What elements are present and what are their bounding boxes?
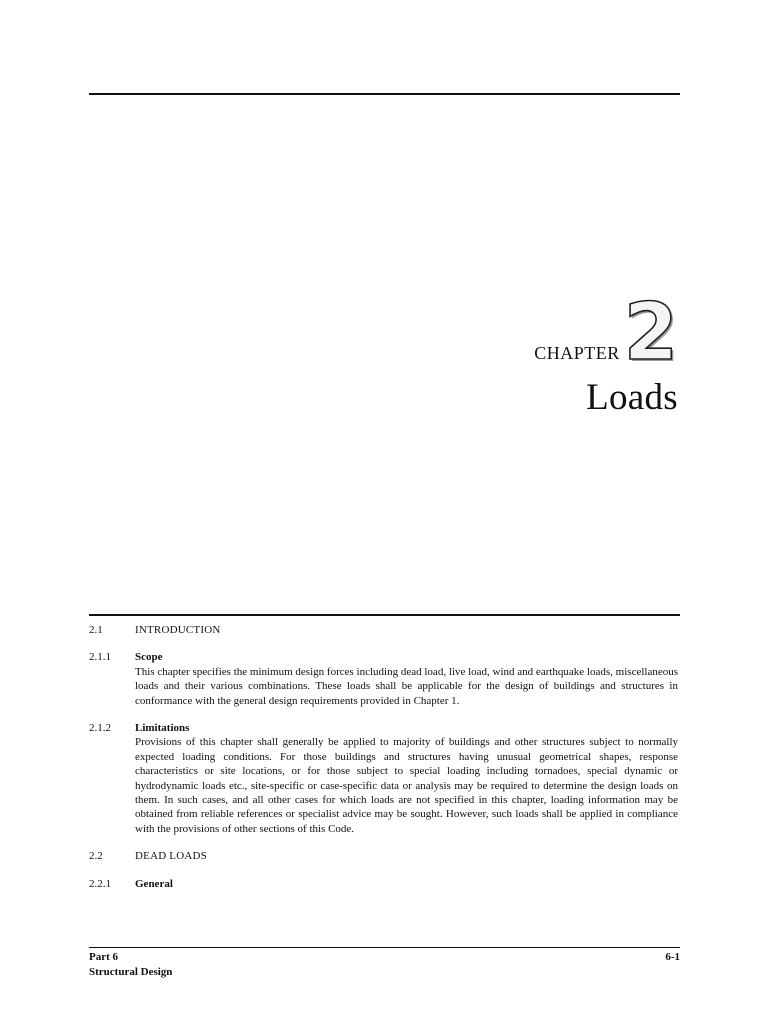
section-number: 2.2 <box>89 850 103 863</box>
subsection-heading: General <box>135 877 173 890</box>
section-2-1-2 <box>89 721 678 836</box>
chapter-label-line <box>534 288 678 378</box>
chapter-label: CHAPTER <box>534 343 620 363</box>
footer-rule <box>89 947 680 948</box>
section-2-1-1 <box>89 650 678 708</box>
chapter-heading <box>534 288 678 419</box>
subsection-heading: Limitations <box>135 722 190 735</box>
section-number: 2.1.1 <box>89 651 111 664</box>
section-heading: INTRODUCTION <box>135 624 221 636</box>
chapter-body <box>89 623 678 904</box>
footer-part-title: Structural Design <box>89 965 173 978</box>
page-footer <box>89 950 680 979</box>
footer-part: Part 6 <box>89 951 119 963</box>
section-2-2 <box>89 849 678 863</box>
chapter-number: 2 <box>623 288 678 378</box>
section-heading: DEAD LOADS <box>135 850 207 863</box>
page-number: 6-1 <box>665 951 680 963</box>
chapter-title: Loads <box>586 377 678 418</box>
section-2-2-1 <box>89 877 678 891</box>
section-2-1 <box>89 623 678 637</box>
section-number: 2.1 <box>89 624 103 636</box>
subsection-heading: Scope <box>135 651 163 664</box>
section-number: 2.2.1 <box>89 877 111 890</box>
section-number: 2.1.2 <box>89 722 111 735</box>
section-rule <box>89 614 680 616</box>
top-rule <box>89 93 680 95</box>
section-paragraph: Provisions of this chapter shall generally be applied to majority of buildings and other structures subject to normally expected loading conditions. For those buildings and structures having unusual geometrical shapes, response characteristics or site locations, or for those subject to special loading including tornadoes, special dynamic or hydrodynamic loads etc., site-specific or case-specific data or analysis may be required to determine the design loads on them. In such cases, and all other cases for which loads are not specified in this chapter, loading information may be obtained from reliable references or specialist advice may be sought. However, such loads shall be applied in compliance with the provisions of other sections of this Code. <box>135 736 678 835</box>
section-paragraph: This chapter specifies the minimum design forces including dead load, live load, wind and earthquake loads, miscellaneous loads and their various combinations. These loads shall be applicable for the design of buildings and structures in conformance with the general design requirements provided in Chapter 1. <box>135 665 678 707</box>
